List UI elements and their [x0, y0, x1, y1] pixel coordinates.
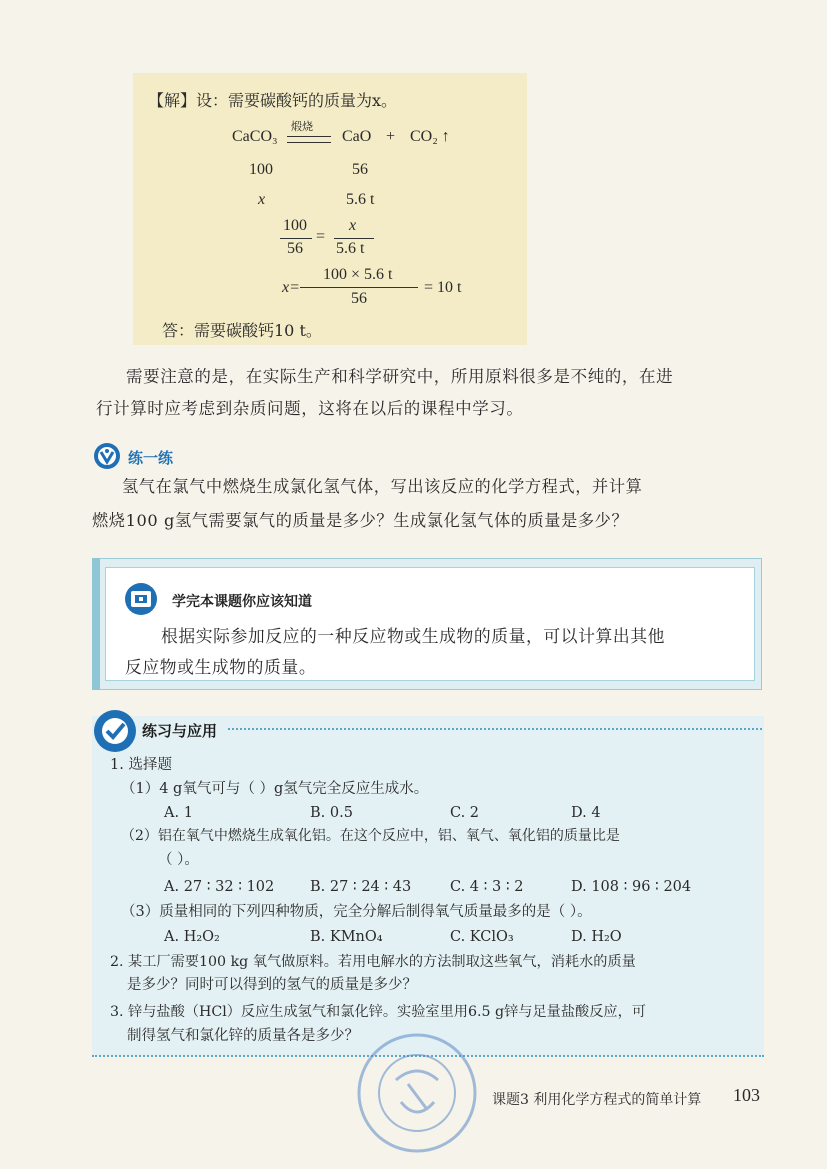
equation-condition: 煅烧: [291, 120, 313, 133]
practice-line-2: 燃烧100 g氢气需要氯气的质量是多少？生成氯化氢气体的质量是多少？: [92, 511, 629, 530]
q1-2-option-b: B. 27 ∶ 24 ∶ 43: [310, 879, 412, 895]
solution-answer: 答：需要碳酸钙10 t。: [162, 321, 322, 340]
q1-1-option-d: D. 4: [571, 805, 601, 821]
q1-1-text: （1）4 g氧气可与（ ）g氢气完全反应生成水。: [121, 781, 429, 797]
proportion-equals: =: [316, 228, 326, 245]
knowledge-icon: [122, 582, 160, 616]
note-line-1: 需要注意的是，在实际生产和科学研究中，所用原料很多是不纯的，在进: [126, 367, 674, 386]
proportion-left-bar: [280, 238, 312, 239]
equation-reactant: CaCO₃: [232, 128, 278, 145]
knowledge-side-strip: [92, 558, 100, 690]
proportion-left-numerator: 100: [283, 217, 307, 234]
q1-2-text-line-2: （ ）。: [158, 852, 199, 868]
q1-1-option-a: A. 1: [164, 805, 193, 821]
page-number: 103: [733, 1085, 760, 1105]
q2-line-2: 是多少？同时可以得到的氢气的质量是多少？: [127, 977, 417, 993]
knowledge-line-1: 根据实际参加反应的一种反应物或生成物的质量，可以计算出其他: [161, 626, 666, 646]
unknown-reactant: x: [258, 191, 266, 208]
q1-3-text: （3）质量相同的下列四种物质，完全分解后制得氧气质量最多的是（ ）。: [121, 904, 592, 920]
q1-1-option-b: B. 0.5: [310, 805, 353, 821]
q1-3-option-a: A. H₂O₂: [164, 929, 220, 945]
q1-3-option-b: B. KMnO₄: [310, 929, 383, 945]
q3-line-2: 制得氢气和氯化锌的质量各是多少？: [127, 1028, 359, 1044]
proportion-right-bar: [334, 238, 374, 239]
calc-bar: [300, 287, 418, 288]
practice-line-1: 氢气在氯气中燃烧生成氯化氢气体，写出该反应的化学方程式，并计算: [122, 477, 643, 496]
calc-lhs: x=: [282, 279, 300, 296]
exercise-icon: [92, 708, 138, 754]
solution-box: [133, 73, 527, 345]
mass-reactant: 100: [249, 161, 273, 178]
q1-2-option-a: A. 27 ∶ 32 ∶ 102: [164, 879, 275, 895]
q1-1-option-c: C. 2: [450, 805, 480, 821]
watermark-stamp: [356, 1032, 478, 1154]
q1-2-option-c: C. 4 ∶ 3 ∶ 2: [450, 879, 524, 895]
knowledge-heading: 学完本课题你应该知道: [172, 594, 312, 610]
proportion-left-denominator: 56: [287, 240, 303, 257]
practice-heading: 练一练: [128, 449, 174, 467]
proportion-right-numerator: x: [349, 217, 357, 234]
equation-double-line: [287, 136, 331, 143]
equation-plus: +: [386, 128, 396, 145]
calc-denominator: 56: [351, 290, 367, 307]
q1-3-option-c: C. KClO₃: [450, 929, 514, 945]
q1-2-text-line-1: （2）铝在氧气中燃烧生成氧化铝。在这个反应中，铝、氧气、氧化铝的质量比是: [121, 828, 620, 844]
equation-product2: CO₂ ↑: [410, 128, 450, 145]
footer-chapter: 课题3 利用化学方程式的简单计算: [492, 1092, 702, 1108]
known-product: 5.6 t: [346, 191, 375, 208]
q1-title: 1. 选择题: [110, 757, 172, 773]
q2-line-1: 2. 某工厂需要100 kg 氧气做原料。若用电解水的方法制取这些氧气，消耗水的质量: [110, 954, 636, 970]
practice-icon: [93, 442, 121, 470]
calc-result: = 10 t: [424, 279, 462, 296]
knowledge-line-2: 反应物或生成物的质量。: [125, 657, 317, 677]
exercise-heading-rule: [228, 728, 762, 730]
calc-numerator: 100 × 5.6 t: [323, 266, 393, 283]
q1-3-option-d: D. H₂O: [571, 929, 622, 945]
proportion-right-denominator: 5.6 t: [336, 240, 365, 257]
mass-product: 56: [352, 161, 368, 178]
exercise-heading: 练习与应用: [142, 722, 218, 740]
q1-2-option-d: D. 108 ∶ 96 ∶ 204: [571, 879, 692, 895]
q3-line-1: 3. 锌与盐酸（HCl）反应生成氢气和氯化锌。实验室里用6.5 g锌与足量盐酸反应，可: [110, 1004, 646, 1020]
equation-product1: CaO: [342, 128, 372, 145]
solution-intro: 【解】设：需要碳酸钙的质量为x。: [148, 91, 398, 110]
note-line-2: 行计算时应考虑到杂质问题，这将在以后的课程中学习。: [96, 399, 524, 418]
